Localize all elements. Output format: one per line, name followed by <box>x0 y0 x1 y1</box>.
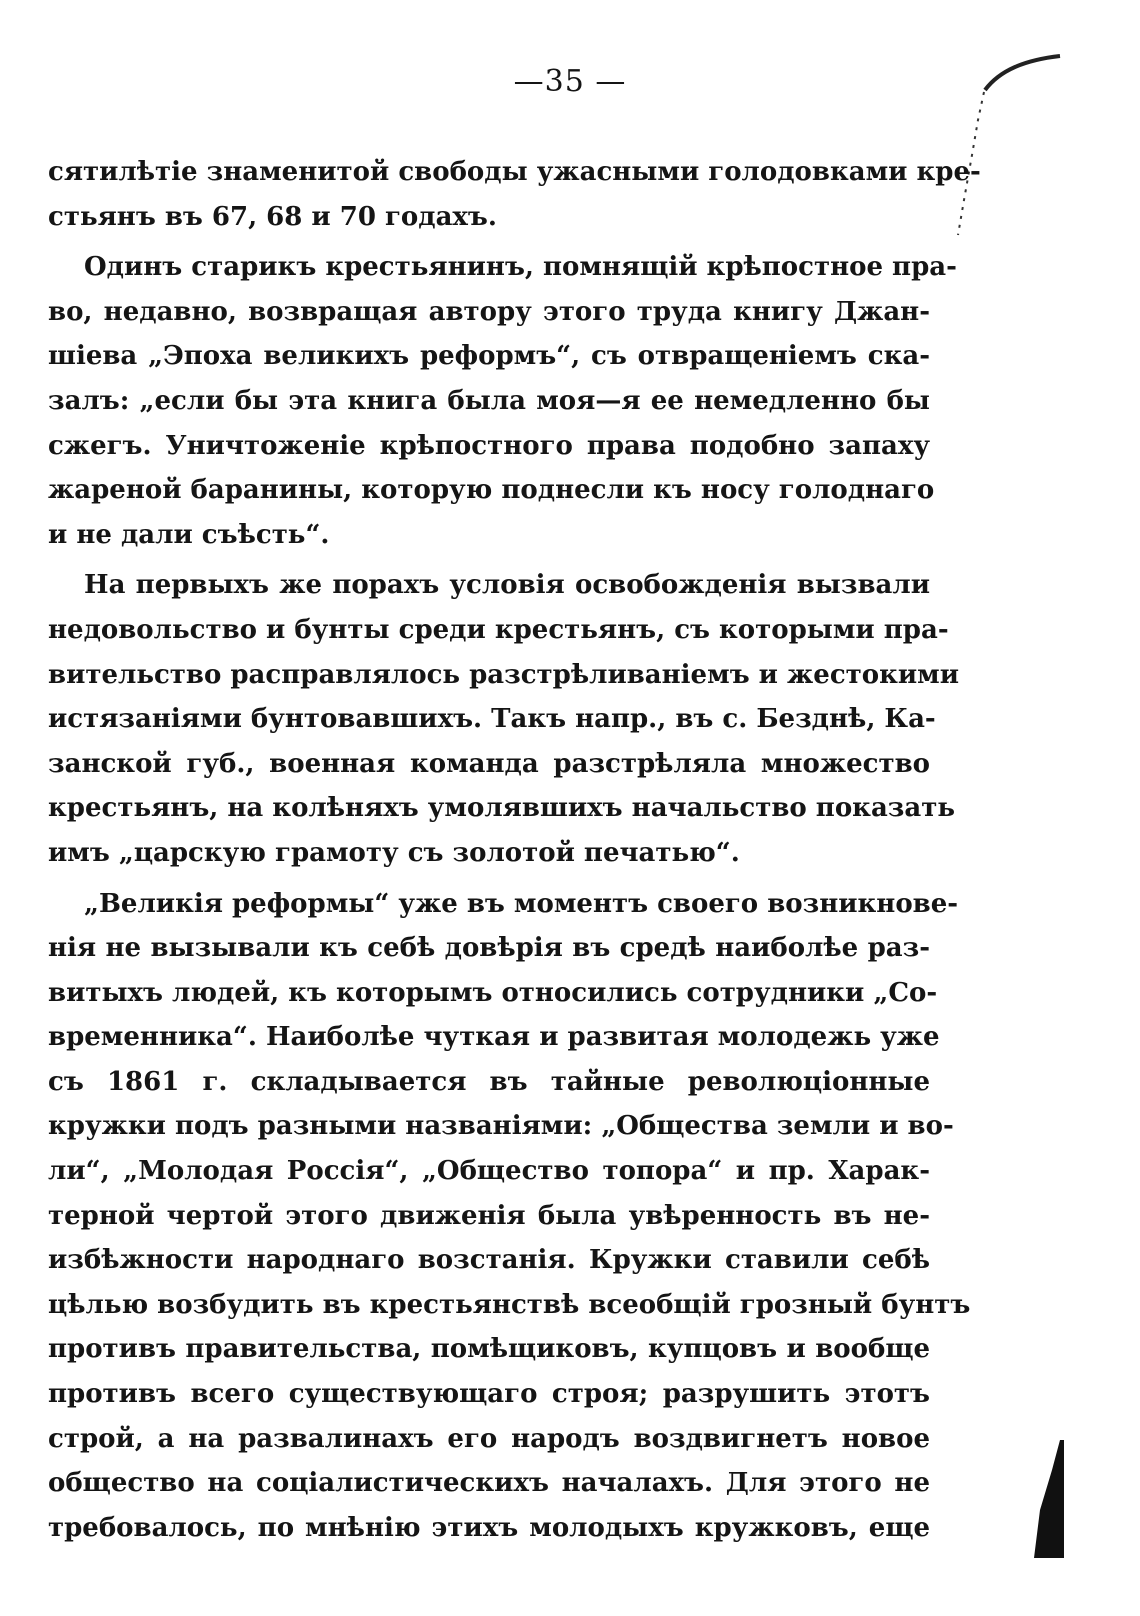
text-line: во, недавно, возвращая автору этого труда книгу Джан- <box>48 296 930 327</box>
text-line: На первыхъ же порахъ условія освобожденія вызвали <box>84 570 930 601</box>
text-line: кружки подъ разными названіями: „Общества земли и во- <box>48 1111 954 1142</box>
text-line: занской губ., военная команда разстрѣляла множество <box>48 748 930 779</box>
text-line: имъ „царскую грамоту съ золотой печатью“. <box>48 837 740 868</box>
text-line: залъ: „если бы эта книга была моя—я ее немедленно бы <box>48 385 930 416</box>
text-line: вительство расправлялось разстрѣливаніемъ и жестокими <box>48 659 960 690</box>
text-line: противъ правительства, помѣщиковъ, купцовъ и вообще <box>48 1334 930 1365</box>
text-line: терной чертой этого движенія была увѣренность въ не- <box>48 1200 930 1231</box>
text-line: требовалось, по мнѣнію этихъ молодыхъ кружковъ, еще <box>48 1512 930 1543</box>
text-line: „Великія реформы“ уже въ моментъ своего возникнове- <box>84 888 959 919</box>
text-line: нія не вызывали къ себѣ довѣрія въ средѣ наиболѣе раз- <box>48 933 930 964</box>
paragraph <box>48 563 960 875</box>
text-line: сятилѣтіе знаменитой свободы ужасными голодовками кре- <box>48 157 981 187</box>
text-line: Одинъ старикъ крестьянинъ, помнящій крѣпостное пра- <box>84 252 957 283</box>
text-line: противъ всего существующаго строя; разрушить этотъ <box>48 1379 930 1410</box>
text-line: витыхъ людей, къ которымъ относились сотрудники „Со- <box>48 977 938 1008</box>
text-line: сжегъ. Уничтоженіе крѣпостного права подобно запаху <box>48 430 930 461</box>
paragraph <box>48 882 971 1551</box>
text-line: общество на соціалистическихъ началахъ. Для этого не <box>48 1468 930 1499</box>
scan-artifact-edge-icon <box>1030 1440 1070 1560</box>
page-number-header: —35 — <box>513 64 627 99</box>
paragraph <box>48 245 957 557</box>
text-line: цѣлью возбудить въ крестьянствѣ всеобщій грозный бунтъ <box>48 1289 971 1320</box>
text-line: шіева „Эпоха великихъ реформъ“, съ отвращеніемъ ска- <box>48 341 930 372</box>
text-line: истязаніями бунтовавшихъ. Такъ напр., въ с. Безднѣ, Ка- <box>48 704 936 735</box>
text-line: и не дали съѣсть“. <box>48 519 330 550</box>
text-line: строй, а на развалинахъ его народъ воздвигнетъ новое <box>48 1423 930 1454</box>
text-line: жареной баранины, которую поднесли къ носу голоднаго <box>48 475 935 506</box>
text-line: ли“, „Молодая Россія“, „Общество топора“ и пр. Харак- <box>48 1156 930 1187</box>
text-line: временника“. Наиболѣе чуткая и развитая молодежь уже <box>48 1022 940 1053</box>
text-line: стьянъ въ 67, 68 и 70 годахъ. <box>48 201 497 232</box>
text-line: крестьянъ, на колѣняхъ умолявшихъ начальство показать <box>48 793 955 824</box>
body-text <box>48 150 981 1550</box>
text-line: избѣжности народнаго возстанія. Кружки ставили себѣ <box>48 1245 930 1276</box>
paragraph <box>48 150 981 239</box>
text-line: недовольство и бунты среди крестьянъ, съ которыми пра- <box>48 614 949 645</box>
text-line: съ 1861 г. складывается въ тайные революціонные <box>48 1066 930 1097</box>
